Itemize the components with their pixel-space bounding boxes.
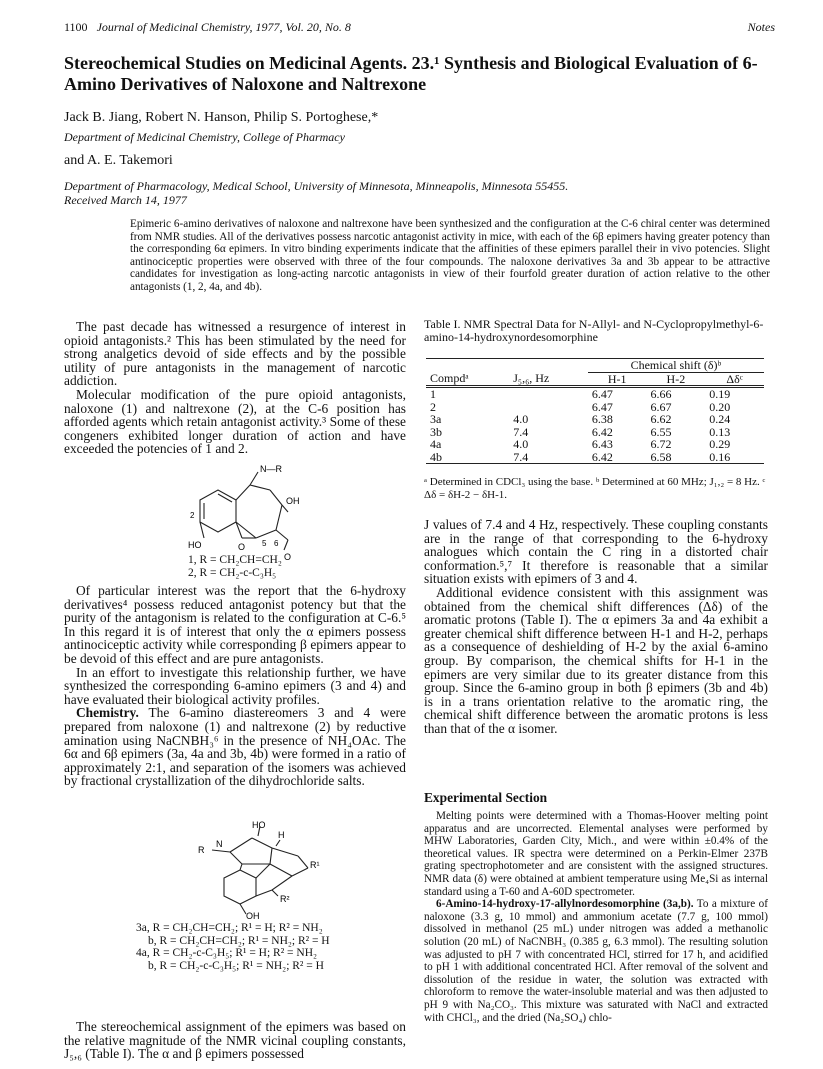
experimental-text — [424, 810, 768, 1024]
table-caption: Table I. NMR Spectral Data for N-Allyl- and N-Cyclopropylmethyl-6-amino-14-hydroxynordesomorphine — [424, 317, 764, 344]
table-group-header: Chemical shift (δ)ᵇ — [588, 359, 764, 373]
struct1-label-o: O — [238, 542, 246, 552]
authors: Jack B. Jiang, Robert N. Hanson, Philip S. Portoghese,* — [64, 110, 379, 125]
affiliation-2 — [64, 179, 764, 207]
experimental-heading: Experimental Section — [424, 790, 548, 805]
struct2-label-r: R — [198, 845, 205, 855]
chemistry-text: The 6-amino diastereomers 3 and 4 were prepared from naloxone (1) and naltrexone (2) by reductive amination using NaCNBH₃⁶ in the presence of NH₄OAc. The 6α and 6β epimers (3a, 4a and 3b, 4b) were formed in a ratio of approximately 2:1, and separation of the isomers was achieved by fractional crystallization of the dihydrochloride salts. — [64, 705, 406, 789]
struct2-label-ho: HO — [252, 820, 266, 830]
struct1-label-6: 6 — [274, 539, 279, 548]
paragraph — [64, 706, 406, 788]
chemistry-heading: Chemistry. — [76, 705, 139, 721]
table-header: Compdᵃ — [430, 371, 469, 386]
paragraph: The past decade has witnessed a resurgence of interest in opioid antagonists.² This has been stimulated by the need for strong analgetics devoid of side effects and by the possible utility of pure antagonists in the management of narcotic addiction. — [64, 319, 406, 389]
caption-line: 4a, R = CH₂-c-C₃H₅; R¹ = H; R² = NH₂ — [136, 947, 318, 959]
paragraph: Melting points were determined with a Thomas-Hoover melting point apparatus and are uncorrected. Elemental analyses were performed by MHW Laboratories, Garden City, Mich., and were within ±0.4% of the theoretical values. IR spectra were determined on a Perkin-Elmer 237B grating spectrophotometer and are consistent with the assigned structures. NMR data (δ) were obtained at ambient temperature using Me₄Si as internal standard using a T-60 and A-60D spectrometer. — [424, 810, 768, 898]
caption-line: b, R = CH₂-c-C₃H₅; R¹ = NH₂; R² = H — [148, 959, 324, 972]
struct1-label-ho: HO — [188, 540, 202, 550]
struct1-label-oh: OH — [286, 496, 300, 506]
table-header: H-1 — [607, 371, 627, 386]
page-number: 1100 — [64, 20, 88, 34]
table-header: J₅,₆, Hz — [513, 371, 550, 386]
intro-text — [64, 320, 406, 456]
struct1-label-2: 2 — [190, 511, 195, 520]
paragraph: The stereochemical assignment of the epimers was based on the relative magnitude of the NMR vicinal coupling constants, J₅,₆ (Table I). The α and β epimers possessed — [64, 1019, 406, 1062]
struct2-label-r1: R¹ — [310, 860, 320, 870]
struct1-label-nr: N—R — [260, 464, 282, 474]
body-text-right — [424, 518, 768, 736]
paragraph — [424, 898, 768, 1024]
additional-author: and A. E. Takemori — [64, 153, 173, 168]
struct1-label-keto: O — [284, 552, 292, 562]
procedure-text: To a mixture of naloxone (3.3 g, 10 mmol) and ammonium acetate (7.7 g, 100 mmol) dissolved in methanol (25 mL) under nitrogen was added a methanolic solution (20 mL) of NaCNBH₃ (0.385 g, 6.3 mmol). The resulting solution was adjusted to pH 7 with concentrated HCl, stirred for 17 h, and acidified to pH 1 with additional concentrated HCl. After removal of the solvent and dissolution of the residue in water, the solution was extracted with chloroform to remove the water-insoluble material and was then adjusted to pH 9 with Na₂CO₃. This mixture was saturated with NaCl and extracted with CHCl₃, and the dried (Na₂SO₄) chlo- — [424, 898, 768, 1024]
running-header — [64, 20, 351, 35]
caption-line: 3a, R = CH₂CH=CH₂; R¹ = H; R² = NH₂ — [136, 922, 323, 934]
section-label: Notes — [747, 20, 775, 34]
caption-line: 2, R = CH₂-c-C₃H₅ — [188, 566, 277, 579]
table-header: Δδᶜ — [726, 371, 743, 386]
structure-1-caption — [188, 554, 282, 579]
table-row: 3a 4.0 6.38 6.62 0.24 — [430, 412, 731, 426]
caption-line: 1, R = CH₂CH=CH₂ — [188, 554, 282, 566]
paragraph: Additional evidence consistent with this assignment was obtained from the chemical shift differences (Δδ) of the aromatic protons (Table I). The α epimers 3a and 4a exhibit a greater chemical shift difference between H-1 and H-2, perhaps as a consequence of deshielding of H-2 by the axial 6-amino group. By comparison, the chemical shifts for H-1 in the epimers are very similar due to its greater distance from this group. Since the 6-amino group in both β epimers (3b and 4b) is in a trans orientation relative to the aromatic ring, the chemical shift difference between the aromatic protons is less than that of the α isomer. — [424, 584, 768, 736]
received-date: Received March 14, 1977 — [64, 193, 187, 207]
struct2-label-r2: R² — [280, 894, 290, 904]
table-row: 4a 4.0 6.43 6.72 0.29 — [430, 437, 731, 451]
affiliation-1: Department of Medicinal Chemistry, College of Pharmacy — [64, 130, 345, 144]
aromatic-ring — [224, 870, 256, 904]
article-title: Stereochemical Studies on Medicinal Agents. 23.¹ Synthesis and Biological Evaluation of 6-Amino Derivatives of Naloxone and Naltrexone — [64, 53, 758, 94]
struct1-label-5: 5 — [262, 539, 267, 548]
abstract: Epimeric 6-amino derivatives of naloxone and naltrexone have been synthesized and the configuration at the C-6 chiral center was determined from NMR studies. All of the derivatives possess narcotic antagonist activity in mice, with each of the 6β epimers having greater potency than the corresponding 6α epimers. In vitro binding experiments indicate that the affinities of these epimers parallel their in vivo potencies. Slight antinociceptic properties were observed with three of the four compounds. The naloxone derivatives 3a and 3b appear to be attractive candidates for investigation as long-acting narcotic antagonists in view of their fourfold greater duration of action relative to the other antagonists (1, 2, 4a, and 4b). — [130, 218, 770, 293]
nmr-table — [426, 358, 764, 464]
body-text-left — [64, 584, 406, 788]
struct2-label-oh: OH — [246, 911, 260, 920]
affiliation-2-text: Department of Pharmacology, Medical School, University of Minnesota, Minneapolis, Minnesota 55455. — [64, 179, 569, 193]
aromatic-ring — [200, 490, 236, 532]
table-row: 3b 7.4 6.42 6.55 0.13 — [430, 424, 731, 439]
structure-naloxone-naltrexone — [170, 460, 330, 565]
table — [426, 358, 764, 464]
table-footnote: ᵃ Determined in CDCl₃ using the base. ᵇ Determined at 60 MHz; J₁,₂ = 8 Hz. ᶜ Δδ = δH-2 − δH-1. — [424, 476, 766, 501]
table-row: 4b 7.4 6.42 6.58 0.16 — [426, 451, 764, 464]
paragraph: Of particular interest was the report that the 6-hydroxy derivatives⁴ possess reduced antagonist potency but that the purity of the antagonism is related to the configuration at C-6.⁵ In this regard it is of interest that only the α epimers possess antinociceptic activity while corresponding β epimers appear to be devoid of this effect and are pure antagonists. — [64, 583, 406, 666]
struct2-label-h: H — [278, 830, 285, 840]
structure-2-caption — [136, 922, 330, 972]
paragraph: In an effort to investigate this relationship further, we have synthesized the corresponding 6-amino epimers (3 and 4) and have evaluated their biological activity profiles. — [64, 664, 406, 707]
body-text-left-end — [64, 1020, 406, 1061]
struct2-label-n: N — [216, 839, 223, 849]
table-row: 2 6.47 6.67 0.20 — [430, 399, 731, 414]
caption-line: b, R = CH₂CH=CH₂; R¹ = NH₂; R² = H — [148, 934, 330, 947]
table-header: H-2 — [666, 371, 686, 386]
table-row: 1 6.47 6.66 0.19 — [426, 387, 764, 401]
paragraph: Molecular modification of the pure opioid antagonists, naloxone (1) and naltrexone (2), at the C-6 position has afforded agents which retain antagonist activity.³ Some of these congeners exhibited longer duration of action and have exceeded the potencies of 1 and 2. — [64, 386, 406, 457]
compound-heading: 6-Amino-14-hydroxy-17-allylnordesomorphine (3a,b). — [436, 898, 694, 911]
journal-citation: Journal of Medicinal Chemistry, 1977, Vol. 20, No. 8 — [96, 20, 351, 34]
structure-6-amino-derivatives — [180, 820, 330, 920]
paragraph: J values of 7.4 and 4 Hz, respectively. These coupling constants are in the range of that corresponding to the 6-hydroxy analogues which contain the C ring in a distorted chair conformation.⁵,⁷ It therefore is reasonable that a similar situation exists with epimers of 3 and 4. — [424, 517, 768, 587]
